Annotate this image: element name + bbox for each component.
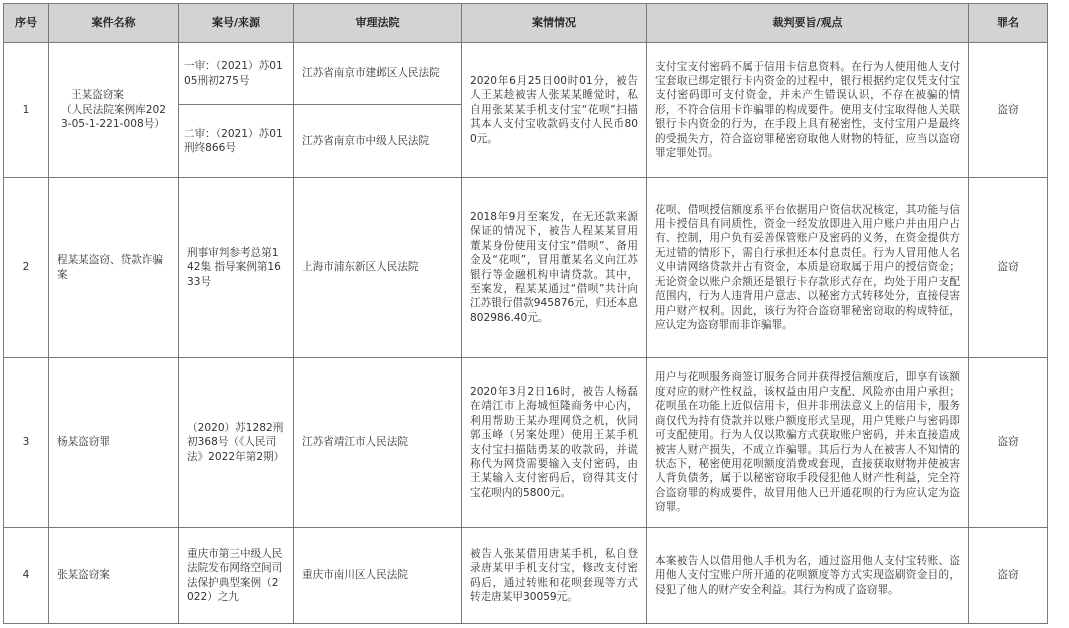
trial-court: 上海市浦东新区人民法院: [294, 178, 462, 358]
court-second-instance: 江苏省南京市中级人民法院: [294, 105, 462, 178]
case-source: 刑事审判参考总第142集 指导案例第1633号: [179, 178, 294, 358]
court-first-instance: 江苏省南京市建邺区人民法院: [294, 43, 462, 105]
table-row: [4, 528, 1048, 624]
case-source: （2020）苏1282刑初368号（《人民司法》2022年第2期）: [179, 358, 294, 528]
case-table: [3, 3, 1048, 624]
table-row: [4, 358, 1048, 528]
row-number: 2: [4, 178, 49, 358]
case-holding: 花呗、借呗授信额度系平台依据用户资信状况核定，其功能与信用卡授信具有同质性，资金一经发放即进入用户账户并由用户占有、控制，用户负有妥善保管账户及密码的义务，在资金提供方无过错的情形下，需自行承担还本付息责任。行为人冒用他人名义申请网络贷款并占有资金，本质是窃取属于用户的授信资金；无论资金以账户余额还是银行卡存款形式存在，均处于用户支配范围内，行为人违背用户意志、以秘密方式转移处分，直接侵害用户财产权利。因此，该行为符合盗窃罪秘密窃取的构成特征，应认定为盗窃罪而非诈骗罪。: [647, 178, 969, 358]
case-name-note: （人民法院案例库2023-05-1-221-008号）: [61, 103, 166, 131]
header-case-source: 案号/来源: [179, 4, 294, 43]
crime-name: 盗窃: [969, 178, 1048, 358]
case-facts: 2020年6月25日00时01分，被告人王某趁被害人张某某睡觉时，私自用张某某手机支付宝“花呗”扫描其本人支付宝收款码支付人民币800元。: [462, 43, 647, 178]
case-source: 重庆市第三中级人民法院发布网络空间司法保护典型案例（2022）之九: [179, 528, 294, 624]
crime-name: 盗窃: [969, 358, 1048, 528]
header-case-name: 案件名称: [49, 4, 179, 43]
case-name: 程某某盗窃、贷款诈骗案: [49, 178, 179, 358]
header-facts: 案情情况: [462, 4, 647, 43]
case-name-cell: [49, 43, 179, 178]
table-row: [4, 178, 1048, 358]
crime-name: 盗窃: [969, 528, 1048, 624]
case-holding: 用户与花呗服务商签订服务合同并获得授信额度后，即享有该额度对应的财产性权益，该权益由用户支配、风险亦由用户承担；花呗虽在功能上近似信用卡，但并非刑法意义上的信用卡，服务商仅代为持有贷款并以账户额度形式呈现，用户凭账户与密码即可支配使用。行为人仅以欺骗方式获取账户密码，并未直接造成被害人财产损失，不成立诈骗罪。其后行为人在被害人不知情的状态下，秘密使用花呗额度消费或套现，直接获取财物并使被害人背负债务，属于以秘密窃取手段侵犯他人财产性利益，完全符合盗窃罪的构成要件，故冒用他人已开通花呗的行为应认定为盗窃罪。: [647, 358, 969, 528]
header-row: [4, 4, 1048, 43]
case-facts: 被告人张某借用唐某手机，私自登录唐某甲手机支付宝，修改支付密码后，通过转账和花呗套现等方式转走唐某甲30059元。: [462, 528, 647, 624]
trial-court: 江苏省靖江市人民法院: [294, 358, 462, 528]
case-name: 张某盗窃案: [49, 528, 179, 624]
header-no: 序号: [4, 4, 49, 43]
case-source-first-instance: 一审：（2021）苏0105刑初275号: [179, 43, 294, 105]
header-holding: 裁判要旨/观点: [647, 4, 969, 43]
case-facts: 2020年3月2日16时，被告人杨磊在靖江市上海城恒隆商务中心内，利用帮助王某办理网贷之机，伙同郭玉峰（另案处理）使用王某手机支付宝扫描陆勇某的收款码，并谎称代为网贷需要输入支付密码，由王某输入支付密码后，窃得其支付宝花呗内的5800元。: [462, 358, 647, 528]
trial-court: 重庆市南川区人民法院: [294, 528, 462, 624]
case-facts: 2018年9月至案发，在无还款来源保证的情况下，被告人程某某冒用董某身份使用支付宝“借呗”、备用金及“花呗”，冒用董某名义向江苏银行等金融机构申请贷款。其中，至案发，程某某通过“借呗”共计向江苏银行借款945876元，归还本息802986.40元。: [462, 178, 647, 358]
header-court: 审理法院: [294, 4, 462, 43]
crime-name: 盗窃: [969, 43, 1048, 178]
case-holding: 本案被告人以借用他人手机为名，通过盗用他人支付宝转账、盗用他人支付宝账户所开通的花呗额度等方式实现盗刷资金目的，侵犯了他人的财产安全利益。其行为构成了盗窃罪。: [647, 528, 969, 624]
row-number: 4: [4, 528, 49, 624]
row-number: 1: [4, 43, 49, 178]
case-name: 王某盗窃案: [71, 89, 124, 102]
header-crime: 罪名: [969, 4, 1048, 43]
case-source-second-instance: 二审：（2021）苏01 刑终866号: [179, 105, 294, 178]
case-holding: 支付宝支付密码不属于信用卡信息资料。在行为人使用他人支付宝套取已绑定银行卡内资金的过程中，银行根据约定仅凭支付宝支付密码即可支付资金，并未产生错误认识，不存在被骗的情形，不符合信用卡诈骗罪的构成要件。使用支付宝取得他人关联银行卡内资金的行为，在手段上具有秘密性，支付宝用户是最终的受损失方，符合盗窃罪秘密窃取他人财物的特征，应当以盗窃罪定罪处罚。: [647, 43, 969, 178]
case-name: 杨某盗窃罪: [49, 358, 179, 528]
table-row: [4, 43, 1048, 105]
row-number: 3: [4, 358, 49, 528]
